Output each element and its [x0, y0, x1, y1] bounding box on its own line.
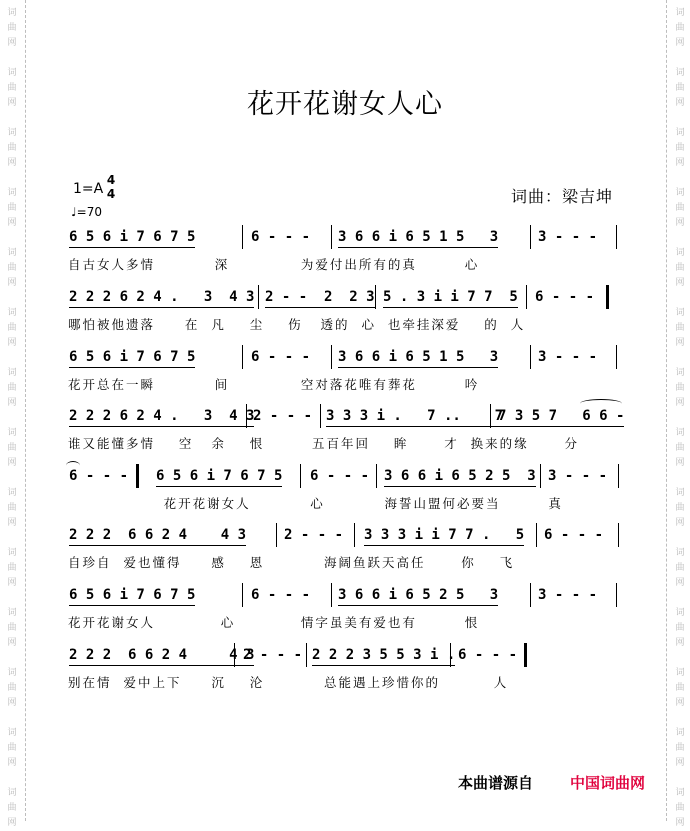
measure: 6 - - -: [544, 527, 604, 543]
key-signature: 1=A: [73, 181, 104, 197]
barline: [526, 285, 527, 309]
tempo-marking: [71, 205, 102, 219]
barline: [540, 464, 541, 488]
notation-row: [66, 407, 630, 431]
barline: [276, 523, 277, 547]
barline: [234, 643, 235, 667]
right-margin-line: [666, 0, 667, 821]
lyrics-line: 花开花谢女人 心 情字虽美有爱也有 恨: [68, 615, 480, 630]
watermark-text: 词 曲 网: [7, 548, 17, 588]
watermark-text: 词 曲 网: [675, 668, 685, 708]
watermark-text: 词 曲 网: [7, 308, 17, 348]
tempo-value: =70: [76, 205, 102, 219]
watermark-text: 词 曲 网: [675, 788, 685, 828]
measure: 5 . 3 i i 7 7 5: [383, 288, 518, 308]
measure: 6 5 6 i 7 6 7 5: [69, 348, 195, 368]
score-line-2: [66, 288, 630, 348]
lyrics-line: 自古女人多情 深 为爱付出所有的真 心: [68, 257, 480, 272]
barline: [306, 643, 307, 667]
watermark-text: 词 曲 网: [675, 608, 685, 648]
lyrics-line: 别在情 爱中上下 沉 沦 总能遇上珍惜你的 人: [68, 675, 509, 690]
measure: 6 - - -: [458, 647, 518, 663]
measure: 2 2 2 6 2 4 . 3 4 3: [69, 288, 254, 308]
barline: [246, 404, 247, 428]
watermark-text: 词 曲 网: [7, 68, 17, 108]
measure: 3 - - -: [538, 229, 598, 245]
measure: 6 5 6 i 7 6 7 5: [69, 228, 195, 248]
measure: 3 3 3 i i 7 7 . 5: [364, 526, 524, 546]
notation-row: [66, 586, 630, 610]
measure: 3 6 6 i 6 5 2 5 3: [384, 467, 536, 487]
barline: [490, 404, 491, 428]
barline: [616, 583, 617, 607]
measure: 6 - - -: [251, 349, 311, 365]
notation-row: [66, 467, 630, 491]
measure: 3 - - -: [548, 468, 608, 484]
measure: 3 6 6 i 6 5 1 5 3: [338, 348, 498, 368]
watermark-text: 词 曲 网: [7, 428, 17, 468]
measure: 2 2 2 3 5 5 3 i .: [312, 646, 455, 666]
score-line-1: [66, 228, 630, 288]
watermark-text: 词 曲 网: [675, 248, 685, 288]
notation-row: [66, 646, 630, 670]
barline: [331, 345, 332, 369]
composer-credit: 词曲：梁吉坤: [511, 187, 614, 206]
source-link[interactable]: 中国词曲网: [570, 774, 646, 792]
barline: [618, 523, 619, 547]
notation-row: [66, 526, 630, 550]
watermark-text: 词 曲 网: [675, 488, 685, 528]
barline: [616, 225, 617, 249]
measure: 6 5 6 i 7 6 7 5: [156, 467, 282, 487]
watermark-text: 词 曲 网: [7, 128, 17, 168]
lyrics-line: 花开花谢女人 心 海誓山盟何必要当 真: [68, 496, 563, 511]
barline: [616, 345, 617, 369]
measure: 6 - - -: [251, 587, 311, 603]
barline: [375, 285, 376, 309]
watermark-text: 词 曲 网: [675, 548, 685, 588]
barline: [242, 345, 243, 369]
watermark-text: 词 曲 网: [7, 368, 17, 408]
score-line-8: [66, 646, 630, 706]
watermark-text: 词 曲 网: [675, 428, 685, 468]
barline: [331, 225, 332, 249]
measure: 7 3 5 7 6 6 -: [498, 407, 624, 427]
measure: 2 2 2 6 6 2 4 4 3: [69, 526, 246, 546]
watermark-text: 词 曲 网: [7, 488, 17, 528]
watermark-text: 词 曲 网: [7, 668, 17, 708]
measure: 2 - - 2 2 3: [265, 288, 375, 308]
barline: [258, 285, 259, 309]
source-label: 本曲谱源自: [458, 774, 534, 792]
barline: [376, 464, 377, 488]
measure: 2 - - -: [253, 408, 313, 424]
notation-row: [66, 228, 630, 252]
barline: [331, 583, 332, 607]
measure: 6 5 6 i 7 6 7 5: [69, 586, 195, 606]
watermark-text: 词 曲 网: [7, 788, 17, 828]
barline: [618, 464, 619, 488]
watermark-text: 词 曲 网: [7, 248, 17, 288]
score-line-4: [66, 407, 630, 467]
measure: 3 3 3 i . 7 .. 7: [326, 407, 503, 427]
measure: 3 6 6 i 6 5 1 5 3: [338, 228, 498, 248]
quarter-note-icon: ♩: [71, 205, 77, 219]
lyrics-line: 谁又能懂多情 空 余 恨 五百年回 眸 才 换来的缘 分: [68, 436, 580, 451]
barline: [242, 583, 243, 607]
notation-row: [66, 348, 630, 372]
measure: 6 - - -: [535, 289, 595, 305]
measure: 2 - - -: [243, 647, 303, 663]
measure: 3 - - -: [538, 587, 598, 603]
measure: 2 2 2 6 2 4 . 3 4 3: [69, 407, 254, 427]
watermark-text: 词 曲 网: [675, 728, 685, 768]
barline: [450, 643, 451, 667]
watermark-text: 词 曲 网: [675, 308, 685, 348]
barline: [530, 225, 531, 249]
barline: [242, 225, 243, 249]
measure: 6 - - -: [251, 229, 311, 245]
lyrics-line: 哪怕被他遗落 在 凡 尘 伤 透的 心 也牵挂深爱 的 人: [68, 317, 526, 332]
barline: [320, 404, 321, 428]
score-line-6: [66, 526, 630, 586]
time-signature: [106, 173, 116, 201]
barline: [530, 345, 531, 369]
barline: [536, 523, 537, 547]
watermark-text: 词 曲 网: [675, 68, 685, 108]
measure: 6 - - -: [310, 468, 370, 484]
watermark-text: 词 曲 网: [7, 608, 17, 648]
measure: 6 - - -: [69, 468, 129, 484]
watermark-text: 词 曲 网: [7, 8, 17, 48]
song-title: 花开花谢女人心: [247, 89, 443, 120]
score-line-5: [66, 467, 630, 527]
left-margin-line: [25, 0, 26, 821]
lyrics-line: 自珍自 爱也懂得 感 恩 海阔鱼跃天高任 你 飞: [68, 555, 515, 570]
watermark-text: 词 曲 网: [7, 188, 17, 228]
score-line-3: [66, 348, 630, 408]
repeat-barline: [136, 464, 139, 488]
watermark-text: 词 曲 网: [7, 728, 17, 768]
lyrics-line: 花开总在一瞬 间 空对落花唯有葬花 吟: [68, 377, 480, 392]
score-line-7: [66, 586, 630, 646]
watermark-text: 词 曲 网: [675, 188, 685, 228]
time-signature-top: 4: [106, 173, 116, 187]
measure: 2 - - -: [284, 527, 344, 543]
repeat-barline: [606, 285, 609, 309]
notation-row: [66, 288, 630, 312]
tie-mark: [580, 399, 622, 408]
measure: 3 6 6 i 6 5 2 5 3: [338, 586, 498, 606]
watermark-text: 词 曲 网: [675, 8, 685, 48]
time-signature-bottom: 4: [106, 187, 116, 201]
watermark-text: 词 曲 网: [675, 368, 685, 408]
watermark-text: 词 曲 网: [675, 128, 685, 168]
measure: 3 - - -: [538, 349, 598, 365]
barline: [354, 523, 355, 547]
final-barline: [524, 643, 527, 667]
barline: [530, 583, 531, 607]
measure: 2 2 2 6 6 2 4 4 3: [69, 646, 254, 666]
barline: [300, 464, 301, 488]
